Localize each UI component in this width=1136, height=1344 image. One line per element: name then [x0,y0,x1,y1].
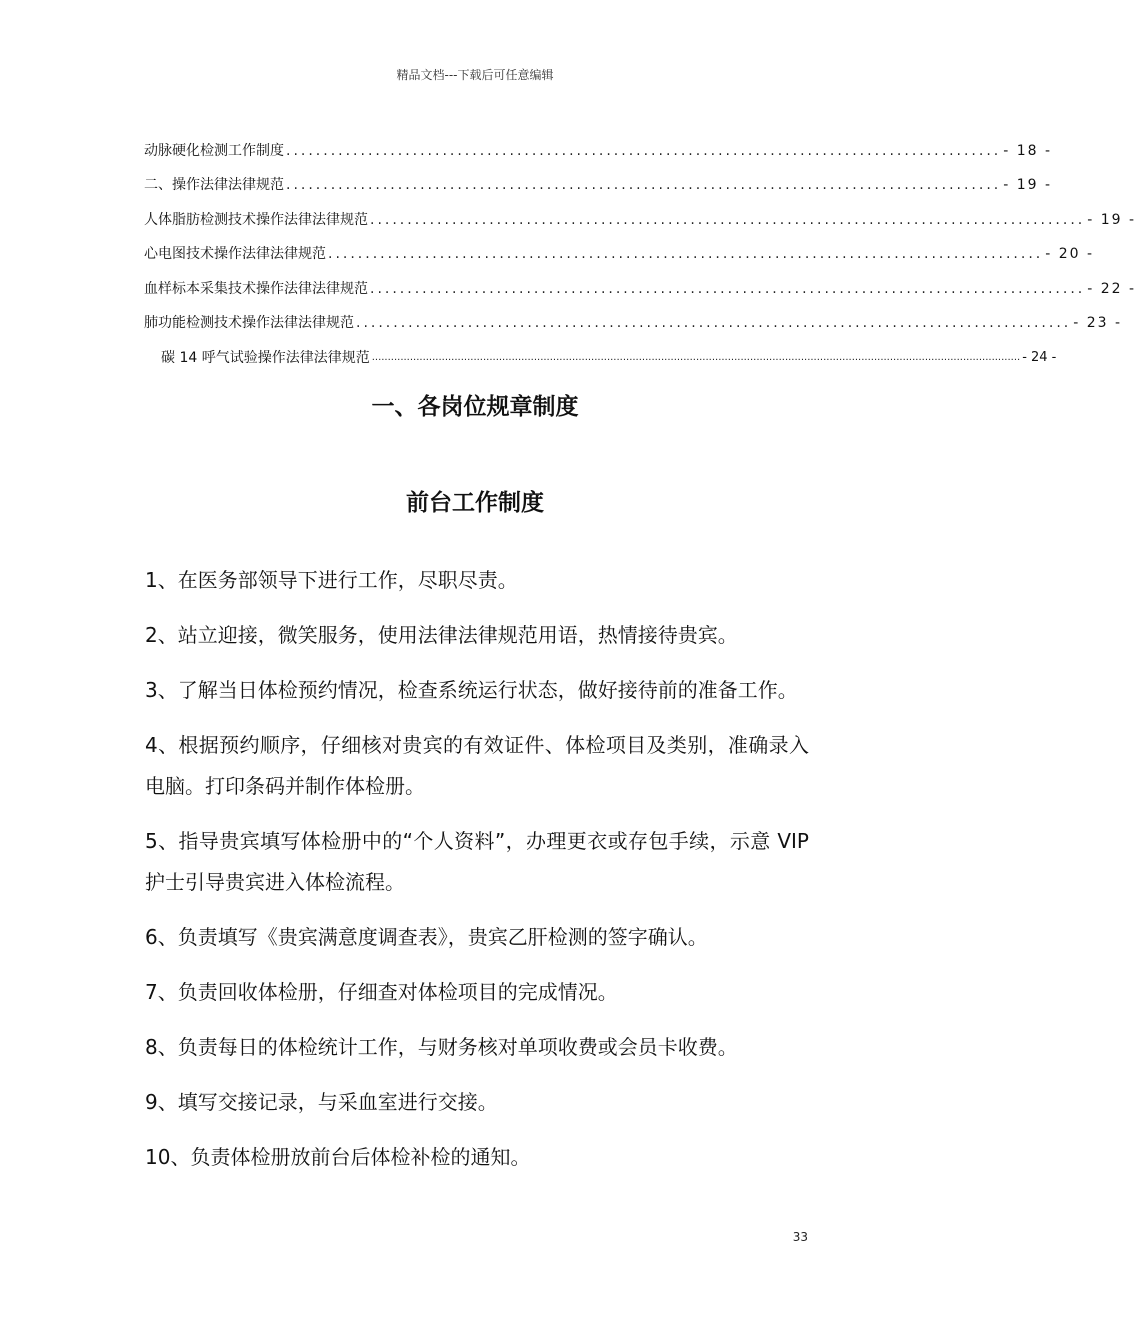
toc-entry-page: - 22 - [1087,280,1136,297]
toc-leader-dots: ................................................................................................ [286,142,1002,159]
toc-entry-title: 肺功能检测技术操作法律法律规范 [144,315,354,331]
document-body [145,560,809,1192]
body-paragraph: 9、填写交接记录，与采血室进行交接。 [145,1090,498,1114]
toc-entry-page: - 24 - [1022,349,1057,365]
body-paragraph: 8、负责每日的体检统计工作，与财务核对单项收费或会员卡收费。 [145,1035,738,1059]
toc-entry-title: 动脉硬化检测工作制度 [144,142,284,159]
toc-entry[interactable] [144,333,1057,368]
toc-entry-title: 碳 14 呼气试验操作法律法律规范 [161,349,370,366]
body-paragraph: 7、负责回收体检册，仔细查对体检项目的完成情况。 [145,980,618,1004]
toc-entry-page: - 20 - [1045,246,1095,262]
toc-entry-title: 人体脂肪检测技术操作法律法律规范 [144,211,368,228]
toc-entry[interactable] [144,264,1136,299]
toc-leader-dots: ............................................................................................................................................................................................................ [371,351,1021,363]
toc-leader-dots: ................................................................................................ [370,211,1086,228]
toc-leader-dots: ................................................................................................ [370,280,1086,297]
toc-entry-page: - 19 - [1003,177,1053,193]
body-paragraph: 3、了解当日体检预约情况，检查系统运行状态，做好接待前的准备工作。 [145,678,798,702]
toc-entry-title: 血样标本采集技术操作法律法律规范 [144,280,368,297]
toc-entry-page: - 18 - [1003,142,1053,159]
body-paragraph: 2、站立迎接，微笑服务，使用法律法律规范用语，热情接待贵宾。 [145,623,738,647]
toc-entry[interactable] [144,299,1123,334]
toc-entry-page: - 19 - [1087,211,1136,228]
body-paragraph: 10、负责体检册放前台后体检补检的通知。 [145,1145,531,1169]
body-paragraph: 5、指导贵宾填写体检册中的“个人资料”，办理更衣或存包手续，示意 VIP 护士引导贵宾进入体检流程。 [145,829,809,894]
body-paragraph: 1、在医务部领导下进行工作，尽职尽责。 [145,568,518,592]
toc-leader-dots: ................................................................................................ [328,246,1044,262]
subsection-heading: 前台工作制度 [406,490,544,516]
toc-entry[interactable] [144,126,1053,161]
toc-entry-title: 二、操作法律法律规范 [144,177,284,193]
toc-entry[interactable] [144,230,1095,265]
toc-entry[interactable] [144,161,1053,196]
toc-leader-dots: ................................................................................................ [356,315,1072,331]
toc-leader-dots: ................................................................................................ [286,177,1002,193]
page-number: 33 [792,1230,808,1244]
table-of-contents [144,126,1136,368]
body-paragraph: 6、负责填写《贵宾满意度调查表》，贵宾乙肝检测的签字确认。 [145,925,708,949]
section-heading: 一、各岗位规章制度 [371,394,579,420]
toc-entry[interactable] [144,195,1136,230]
body-paragraph: 4、根据预约顺序，仔细核对贵宾的有效证件、体检项目及类别，准确录入电脑。打印条码并制作体检册。 [145,733,809,798]
toc-entry-title: 心电图技术操作法律法律规范 [144,246,326,262]
toc-entry-page: - 23 - [1073,315,1123,331]
page-header: 精品文档---下载后可任意编辑 [396,68,554,82]
